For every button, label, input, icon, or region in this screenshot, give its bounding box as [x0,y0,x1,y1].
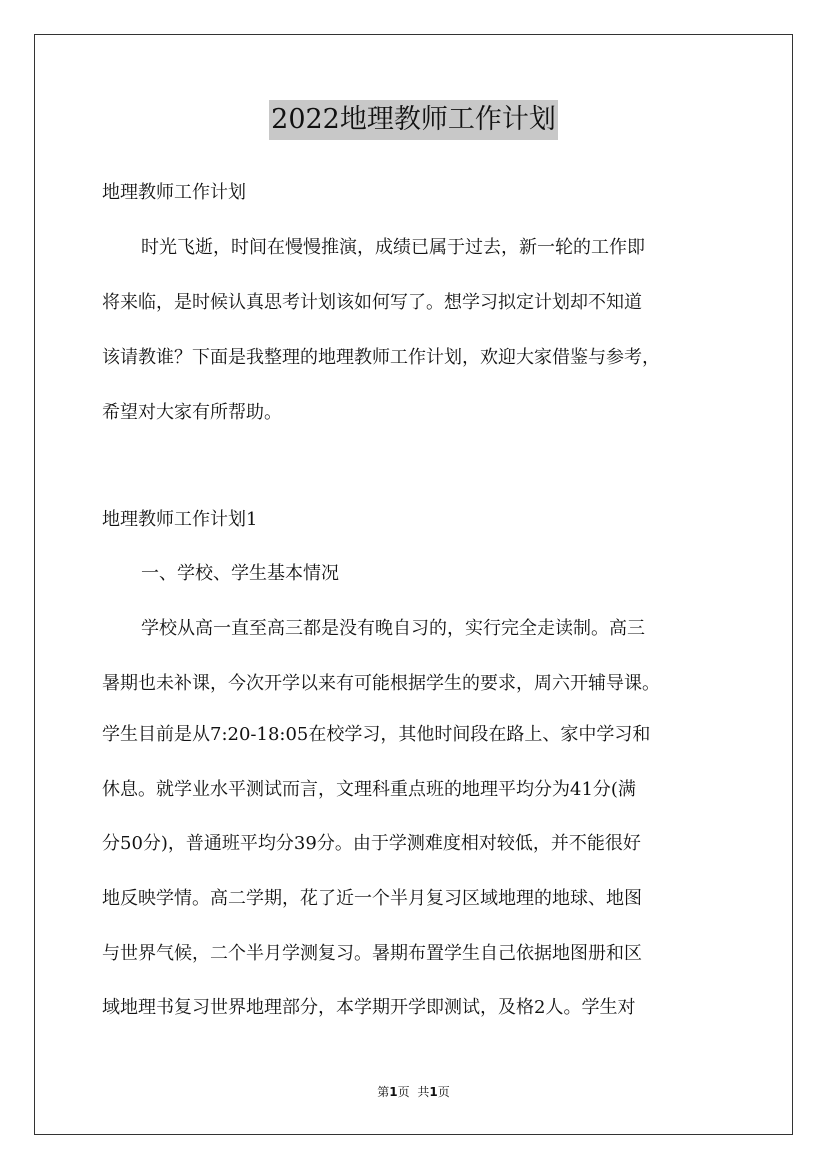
section-heading: 地理教师工作计划1 [102,509,258,530]
body-line: 休息。就学业水平测试而言，文理科重点班的地理平均分为41分(满 [102,779,636,800]
intro-line: 希望对大家有所帮助。 [102,402,282,423]
body-line: 学校从高一直至高三都是没有晚自习的，实行完全走读制。高三 [141,618,645,639]
footer-page-suffix: 页 [397,1085,410,1099]
intro-line: 将来临，是时候认真思考计划该如何写了。想学习拟定计划却不知道 [102,292,642,313]
body-line: 地反映学情。高二学期，花了近一个半月复习区域地理的地球、地图 [102,888,642,909]
body-line: 学生目前是从7:20-18:05在校学习，其他时间段在路上、家中学习和 [102,724,651,745]
intro-line: 该请教谁？下面是我整理的地理教师工作计划，欢迎大家借鉴与参考， [102,347,660,368]
document-title-wrapper [0,100,827,144]
document-title: 2022地理教师工作计划 [269,100,558,140]
body-line: 域地理书复习世界地理部分，本学期开学即测试，及格2人。学生对 [102,997,636,1018]
page-footer [0,1084,827,1100]
footer-total-suffix: 页 [437,1085,450,1099]
footer-page-prefix: 第 [377,1085,390,1099]
body-line: 与世界气候，二个半月学测复习。暑期布置学生自己依据地图册和区 [102,943,642,964]
body-line: 暑期也未补课，今次开学以来有可能根据学生的要求，周六开辅导课。 [102,673,660,694]
intro-line: 时光飞逝，时间在慢慢推演，成绩已属于过去，新一轮的工作即 [141,237,645,258]
subtitle: 地理教师工作计划 [102,182,246,203]
footer-total-prefix: 共 [417,1085,430,1099]
footer-total-number: 1 [429,1085,438,1099]
section-subheading: 一、学校、学生基本情况 [141,563,339,584]
body-line: 分50分)，普通班平均分39分。由于学测难度相对较低，并不能很好 [102,833,641,854]
footer-page-number: 1 [389,1085,398,1099]
